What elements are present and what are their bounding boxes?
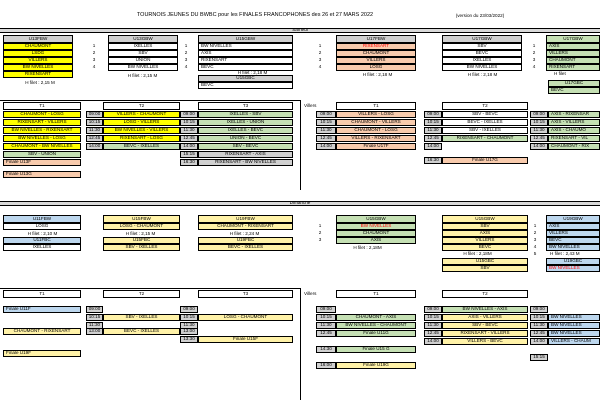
time-cell: 09:00 — [86, 111, 103, 118]
match-cell: BW NIVELLES - RIXENSART — [3, 127, 81, 134]
match-cell: SBV - UNION — [3, 151, 81, 158]
time-cell: 14:00 — [424, 338, 442, 345]
pool-number: 3 — [318, 57, 322, 63]
saturday-label: Samedi — [292, 28, 308, 33]
match-cell: IXELLES - SBV — [198, 111, 293, 118]
time-cell: 11:30 — [424, 127, 442, 134]
time-cell: 16:00 — [316, 362, 336, 369]
finale-cell: Finale U17F — [336, 143, 416, 150]
time-cell: 11:30 — [86, 127, 103, 134]
pool-u15gbw-team: CHAUMONT — [336, 230, 416, 237]
pool-u15fbw-header: U15FBW — [103, 215, 180, 223]
match-cell: SBV - IXELLES — [442, 127, 528, 134]
time-cell: 09:00 — [316, 111, 336, 118]
pool-u19fbc-header: U19FBC — [198, 237, 293, 244]
pool-u11fbc-header: U11FBC — [3, 237, 81, 244]
match-cell: RIXENSART - VILLERS — [3, 119, 81, 126]
pool-u17gbw2-team: VILLERS — [546, 50, 600, 57]
pool-u15gbw-net: H filet : 2,18 M — [237, 70, 268, 75]
time-cell: 13:00 — [180, 328, 198, 335]
time-cell: 13:30 — [180, 336, 198, 343]
match-cell: BW NIVELLES — [548, 314, 600, 321]
match-cell: AXIS - VILLERS — [548, 119, 600, 126]
pool-number: 2 — [92, 50, 96, 56]
pool-number: 4 — [184, 64, 188, 70]
pool-u13gbw-header: U13GBW — [108, 35, 178, 43]
time-cell: 14:30 — [316, 346, 336, 353]
time-cell: 12:45 — [316, 330, 336, 337]
pool-number: 3 — [532, 57, 536, 63]
time-cell: 10:15 — [424, 314, 442, 321]
time-cell: 11:30 — [530, 322, 548, 329]
time-cell: 12:45 — [424, 135, 442, 142]
pool-u17gbw-net: H filet : 2,18 M — [467, 72, 498, 77]
time-cell: 12:45 — [180, 135, 198, 142]
finale-cell: Finale U11G — [336, 330, 416, 337]
pool-u17gbw2-team: AXIS — [546, 43, 600, 50]
match-cell: CHAUMONT - RIXENSART — [3, 328, 81, 335]
pool-u15gbw-header: U15GBW — [336, 215, 416, 223]
time-cell: 16:30 — [424, 157, 442, 164]
pool-u13fbw-net: H filet : 2,15 M — [25, 80, 55, 85]
pool-u17fbw-header: U17FBW — [336, 35, 416, 43]
match-cell: CHAUMONT - AXIS — [336, 314, 416, 321]
match-cell: VILLERS - CHAUM — [548, 338, 600, 345]
pool-number: 4 — [532, 64, 536, 70]
time-cell: 11:30 — [316, 127, 336, 134]
finale-cell: Finale U19F — [3, 350, 81, 357]
finale-cell: Finale U15F — [198, 336, 293, 343]
time-cell: 10:15 — [180, 119, 198, 126]
saturday-venue: Villers — [304, 102, 317, 108]
time-cell: 11:30 — [180, 322, 198, 329]
time-cell: 10:15 — [86, 314, 103, 321]
time-cell: 09:00 — [180, 306, 198, 313]
pool-u19gbw-team: BEVC — [546, 237, 600, 244]
time-cell: 10:15 — [316, 119, 336, 126]
pool-number: 1 — [533, 223, 537, 229]
pool-u15gbw-team: BW NIVELLES — [198, 43, 293, 50]
pool-u17gbw-team: BEVC — [442, 50, 522, 57]
divider — [300, 288, 301, 400]
pool-number: 3 — [318, 237, 322, 243]
pool-number: 1 — [318, 43, 322, 49]
match-cell: CHAUMONT - BW NIVELLES — [3, 143, 81, 150]
sunday-right-t2-header: T2 — [442, 290, 528, 298]
pool-u15fbw-net: H filet : 2,15 M — [125, 231, 156, 236]
pool-u15gbc-header: U15GBC — [198, 75, 293, 82]
pool-u19fbw-net: H filet : 2,24 M — [229, 231, 260, 236]
pool-u13gbw-net: H filet : 2,15 M — [127, 73, 158, 78]
time-cell: 09:00 — [424, 306, 442, 313]
sunday-court-t2-header: T2 — [103, 290, 180, 298]
pool-u11fbw-net: H filet : 2,10 M — [27, 231, 58, 236]
match-cell: VILLERS - BEVC — [442, 338, 528, 345]
pool-u19gbw-team: BW NIVELLES — [546, 244, 600, 251]
time-cell: 09:00 — [86, 306, 103, 313]
pool-u15gbw2-team: BEVC — [442, 244, 528, 251]
pool-number: 2 — [532, 50, 536, 56]
pool-u15gbw2-net: H filet : 2,18M — [463, 251, 492, 256]
time-cell: 10:15 — [530, 314, 548, 321]
pool-u19gbw-header: U19GBW — [546, 215, 600, 223]
sunday-court-t1-header: T1 — [3, 290, 81, 298]
sunday-right-t1-header: T1 — [336, 290, 416, 298]
pool-number: 4 — [92, 64, 96, 70]
pool-u11fbw-header: U11FBW — [3, 215, 81, 223]
pool-number: 2 — [318, 50, 322, 56]
saturday-right-t1-header: T1 — [336, 102, 416, 110]
document-title: TOURNOIS JEUNES DU BWBC pour les FINALES FRANCOPHONES des 26 et 27 MARS 2022 — [136, 12, 374, 19]
match-cell: SBV - BEVC — [198, 143, 293, 150]
pool-number: 1 — [92, 43, 96, 49]
pool-u17fbw-net: H filet : 2,18 M — [362, 72, 393, 77]
pool-u13fbw-header: U13FBW — [3, 35, 73, 43]
pool-u13gbw-team: UNION — [108, 57, 178, 64]
pool-number: 1 — [184, 43, 188, 49]
pool-u17fbw-team: CHAUMONT — [336, 50, 416, 57]
match-cell: IXELLES - BEVC — [198, 127, 293, 134]
time-cell: 15:15 — [180, 151, 198, 158]
match-cell: BEVC - IXELLES — [103, 143, 180, 150]
pool-number: 3 — [533, 237, 537, 243]
time-cell: 14:00 — [316, 143, 336, 150]
pool-number: 4 — [533, 244, 537, 250]
match-cell: AXIS - VILLERS — [442, 314, 528, 321]
saturday-court-t1-header: T1 — [3, 102, 81, 110]
pool-number: 1 — [318, 223, 322, 229]
match-cell: VILLERS - RIXENSART — [336, 135, 416, 142]
version-date: (version du 23/03/2022) — [455, 12, 505, 18]
sunday-label: Dimanche — [289, 201, 311, 206]
time-cell: 09:00 — [530, 306, 548, 313]
pool-u15fbc-team: SBV - IXELLES — [103, 244, 180, 251]
time-cell: 13:00 — [86, 328, 103, 335]
time-cell: 12:45 — [530, 135, 548, 142]
finale-cell: Finale U19G — [336, 362, 416, 369]
pool-u13fbw-team: RIXENSART — [3, 71, 73, 78]
match-cell: CHAUMONT - VILLERS — [336, 119, 416, 126]
pool-u11fbw-team: LOSG — [3, 223, 81, 230]
pool-u19gbw-team: VILLERS — [546, 230, 600, 237]
pool-u17gbw2-team: RIXENSART — [546, 64, 600, 71]
time-cell: 10:15 — [424, 119, 442, 126]
pool-u17fbw-team: RIXENSART — [336, 43, 416, 50]
match-cell: AXIS - CHAUMO — [548, 127, 600, 134]
match-cell: RIXENSART - CHAUMONT — [442, 135, 528, 142]
finale-cell: Finale U13G — [3, 171, 81, 178]
pool-u15gbw2-team: AXIS — [442, 230, 528, 237]
pool-number: 3 — [184, 57, 188, 63]
pool-u15gbw2-header: U15GBW — [442, 215, 528, 223]
pool-u15gbc-team: BEVC — [198, 82, 293, 89]
pool-u13gbw-team: IXELLES — [108, 43, 178, 50]
time-cell: 10:15 — [316, 314, 336, 321]
time-cell: 10:15 — [86, 119, 103, 126]
pool-u17gbw-team: SBV — [442, 43, 522, 50]
sunday-schedule-rule — [0, 288, 300, 289]
pool-u15gbw-team: BEVC — [198, 64, 293, 71]
time-cell: 09:00 — [316, 306, 336, 313]
pool-u15fbw-team: LOSG - CHAUMONT — [103, 223, 180, 230]
saturday-right-t2-header: T2 — [442, 102, 528, 110]
pool-u15gbw-team: AXIS — [336, 237, 416, 244]
pool-number: 1 — [532, 43, 536, 49]
pool-u19fbw-header: U19FBW — [198, 215, 293, 223]
pool-u15gbc-team: SBV — [442, 265, 528, 272]
match-cell: CHAUMONT - LOSG — [336, 127, 416, 134]
finale-cell: Finale U11F — [3, 306, 81, 313]
time-cell: 12:45 — [86, 135, 103, 142]
match-cell: BW NIVELLES — [548, 322, 600, 329]
time-cell: 09:00 — [424, 111, 442, 118]
pool-u17gbw-header: U17GBW — [442, 35, 522, 43]
match-cell: LOSG - CHAUMONT — [198, 314, 293, 321]
pool-u13gbw-team: SBV — [108, 50, 178, 57]
finale-cell: Finale U17G — [442, 157, 528, 164]
match-cell: BW NIVELLES - VILLERS — [103, 127, 180, 134]
match-cell: SBV - BEVC — [442, 322, 528, 329]
divider — [300, 100, 301, 190]
time-cell: 10:15 — [180, 314, 198, 321]
match-cell: RIXENSART - VIL — [548, 135, 600, 142]
pool-u15gbc-header: U15GBC — [442, 258, 528, 265]
time-cell: 11:30 — [316, 322, 336, 329]
pool-u15gbw2-team: SBV — [442, 223, 528, 230]
time-cell: 14:00 — [424, 143, 442, 150]
pool-u15gbw-team: RIXENSART — [198, 57, 293, 64]
match-cell: IXELLES - UNION — [198, 119, 293, 126]
saturday-schedule-rule — [0, 100, 300, 101]
pool-u15fbc-header: U15FBC — [103, 237, 180, 244]
pool-u15gbw-team: AXIS — [198, 50, 293, 57]
pool-number: 2 — [318, 230, 322, 236]
match-cell: BEVC - IXELLES — [103, 328, 180, 335]
pool-u17gbc-team: BEVC — [548, 87, 600, 94]
time-cell: 11:30 — [180, 127, 198, 134]
pool-number: 3 — [92, 57, 96, 63]
pool-u19gbw-team: AXIS — [546, 223, 600, 230]
match-cell: SBV - IXELLES — [103, 314, 180, 321]
pool-u17gbc-header: U17GBC — [548, 80, 600, 87]
time-cell: 16:30 — [180, 159, 198, 166]
time-cell: 12:45 — [530, 330, 548, 337]
match-cell: BW NIVELLES - AXIS — [442, 306, 528, 313]
pool-u13gbw-team: BW NIVELLES — [108, 64, 178, 71]
pool-u17gbw-team: IXELLES — [442, 57, 522, 64]
time-cell: 11:30 — [530, 127, 548, 134]
match-cell: RIXENSART - LOSG — [103, 135, 180, 142]
pool-u13fbw-team: BW NIVELLES — [3, 64, 73, 71]
pool-u15gbw-team: BW NIVELLES — [336, 223, 416, 230]
pool-u19gbw-net: H filet : 2,43 M — [550, 251, 580, 256]
pool-u17fbw-team: LOSG — [336, 64, 416, 71]
pool-u17gbw-team: BW NIVELLES — [442, 64, 522, 71]
match-cell: VILLERS - LOSG — [336, 111, 416, 118]
time-cell: 10:15 — [530, 119, 548, 126]
time-cell: 11:30 — [86, 322, 103, 329]
pool-u11fbc-team: IXELLES — [3, 244, 81, 251]
match-cell: BW NIVELLES — [548, 330, 600, 337]
match-cell: BEVC - IXELLES — [442, 119, 528, 126]
pool-u19gbc-team: BW NIVELLES — [546, 265, 600, 272]
time-cell: 09:00 — [530, 111, 548, 118]
pool-number: 2 — [184, 50, 188, 56]
pool-number: 4 — [318, 64, 322, 70]
pool-u19fbc-team: BEVC - IXELLES — [198, 244, 293, 251]
sunday-venue: Villers — [304, 290, 317, 296]
pool-u13fbw-team: LSDG — [3, 50, 73, 57]
match-cell: RIXENSART - VILLERS — [442, 330, 528, 337]
pool-u17fbw-team: VILLERS — [336, 57, 416, 64]
match-cell: AXIS - RIXENSAR — [548, 111, 600, 118]
time-cell: 12:45 — [424, 330, 442, 337]
pool-number: 5 — [533, 251, 537, 257]
match-cell: CHAUMONT - RIX — [548, 143, 600, 150]
time-cell: 11:30 — [424, 322, 442, 329]
match-cell: BW NIVELLES - LOSG — [3, 135, 81, 142]
saturday-court-t3-header: T3 — [198, 102, 293, 110]
time-cell: 15:15 — [530, 354, 548, 361]
saturday-court-t2-header: T2 — [103, 102, 180, 110]
pool-u17gbw2-net: H filet — [554, 71, 566, 76]
pool-u17gbw2-team: CHAUMONT — [546, 57, 600, 64]
pool-u15gbw-header: U15GBW — [198, 35, 293, 43]
match-cell: BW NIVELLES - CHAUMONT — [336, 322, 416, 329]
match-cell: CHAUMONT - LOSG — [3, 111, 81, 118]
time-cell: 14:00 — [530, 143, 548, 150]
time-cell: 14:00 — [86, 143, 103, 150]
match-cell: VILLERS - CHAUMONT — [103, 111, 180, 118]
match-cell: LOSG - VILLERS — [103, 119, 180, 126]
pool-u19fbw-team: CHAUMONT - RIXENSART — [198, 223, 293, 230]
pool-u15gbw-net: H filet : 2,18M — [353, 245, 382, 250]
time-cell: 09:00 — [180, 111, 198, 118]
pool-u15gbw2-team: VILLERS — [442, 237, 528, 244]
time-cell: 12:45 — [316, 135, 336, 142]
pool-u13fbw-team: VILLERS — [3, 57, 73, 64]
pool-u19gbc-header: U19GBC — [546, 258, 600, 265]
match-cell: RIXENSART - AXIS — [198, 151, 293, 158]
match-cell: RIXENSART - BW NIVELLES — [198, 159, 293, 166]
match-cell: UNION - BEVC — [198, 135, 293, 142]
time-cell: 14:00 — [530, 338, 548, 345]
time-cell: 14:00 — [180, 143, 198, 150]
sunday-court-t3-header: T3 — [198, 290, 293, 298]
match-cell: SBV - BEVC — [442, 111, 528, 118]
pool-u13fbw-team: CHAUMONT — [3, 43, 73, 50]
pool-number: 2 — [533, 230, 537, 236]
finale-cell: Finale U13F — [3, 159, 81, 166]
finale-cell: Finale U15 G — [336, 346, 416, 353]
pool-u17gbw2-header: U17GBW — [546, 35, 600, 43]
